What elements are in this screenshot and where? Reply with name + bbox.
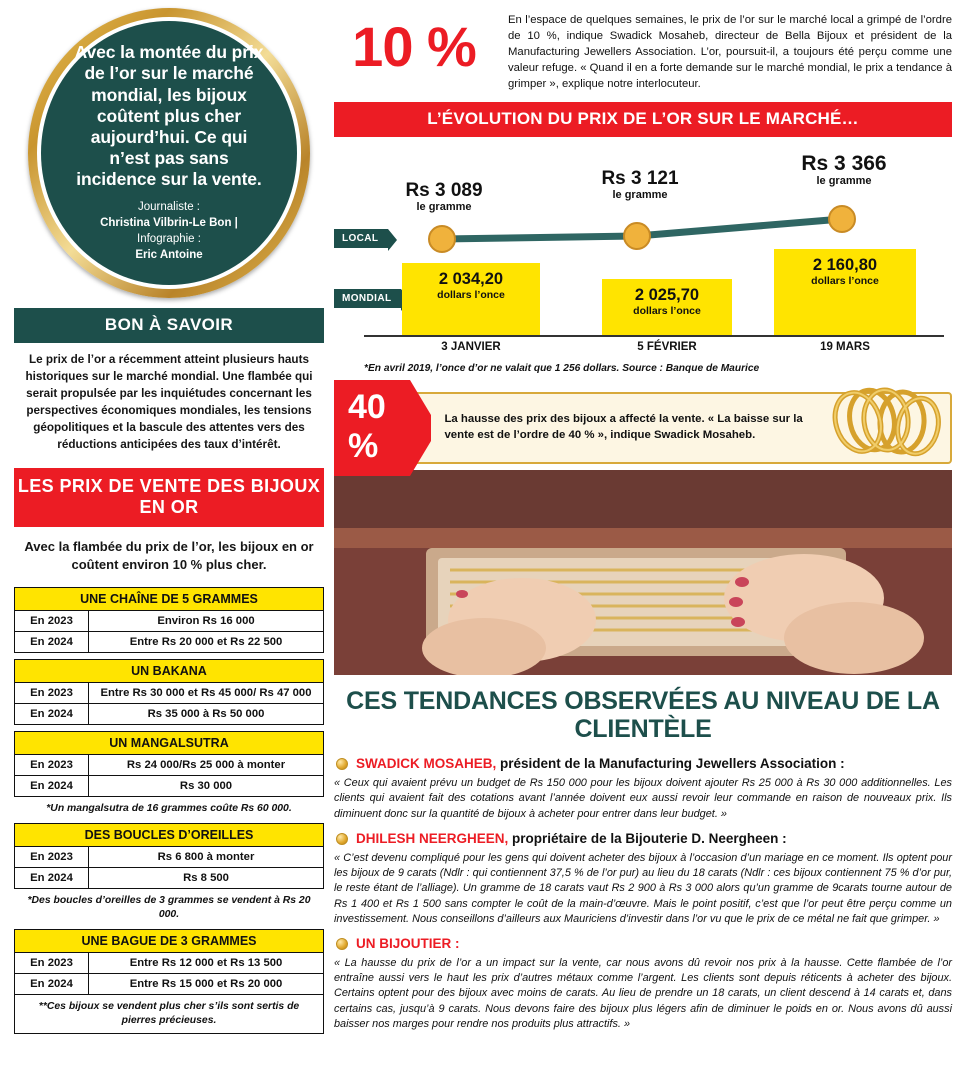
- testimonial-body: « La hausse du prix de l’or a un impact sur la vente, car nous avons dû revoir nos prix à la hausse. Cette flambée de l’or entraîne aussi vers le haut les prix d’autres métaux comme l’argent. Les clients sont depuis réticents à acheter des bijoux. Certains optent pour des bijoux avec moins de carats. Au lieu de prendre un 18 carats, un client descend à 14 carats et, dans certains cas, jusqu’à 9 carats. Nous devons faire des bijoux plus légers afin de diminuer le poids en or. Nous avons dû aussi baisser nos marges pour rendre nos produits plus attractifs. »: [334, 956, 952, 1030]
- price-table-chaine: [14, 587, 324, 653]
- intro-percent: 10 %: [352, 15, 476, 78]
- left-column: [14, 8, 324, 1034]
- local-unit-2: le gramme: [612, 189, 668, 202]
- x-label-3: 19 MARS: [820, 341, 870, 354]
- infographie-label: Infographie :: [137, 233, 201, 246]
- trends-heading: CES TENDANCES OBSERVÉES AU NIVEAU DE LA CLIENTÈLE: [346, 687, 940, 744]
- quote-text: Avec la montée du prix de l’or sur le marché mondial, les bijoux coûtent plus cher aujourd’hui. Ce qui n’est pas sans incidence sur la vente.: [74, 42, 264, 190]
- table-row: [15, 953, 324, 974]
- local-value-3: Rs 3 366: [801, 152, 887, 176]
- gold-price-chart: [334, 141, 952, 386]
- table-row: [15, 610, 324, 631]
- row-year: En 2024: [15, 775, 89, 796]
- row-year: En 2023: [15, 610, 89, 631]
- mondial-unit-1: dollars l’once: [437, 289, 505, 302]
- price-table-mangalsutra: [14, 731, 324, 797]
- table-row: [15, 631, 324, 652]
- row-year: En 2023: [15, 754, 89, 775]
- pull-quote-badge: [28, 8, 310, 298]
- row-value: Rs 8 500: [89, 868, 324, 889]
- row-value: Entre Rs 12 000 et Rs 13 500: [89, 953, 324, 974]
- prix-vente-lead: Avec la flambée du prix de l’or, les bijoux en or coûtent environ 10 % plus cher.: [24, 539, 314, 573]
- quote-content: [41, 21, 297, 285]
- price-table-boucles: [14, 823, 324, 889]
- photo-illustration: [334, 470, 952, 675]
- row-value: Rs 24 000/Rs 25 000 à monter: [89, 754, 324, 775]
- row-year: En 2024: [15, 868, 89, 889]
- local-label-1: [374, 181, 514, 213]
- table-header: DES BOUCLES D’OREILLES: [15, 824, 324, 847]
- price-table-bakana: [14, 659, 324, 725]
- testimonial-name-row: [334, 936, 952, 953]
- table-row: [15, 703, 324, 724]
- jewellery-photo: [334, 470, 952, 675]
- boucles-note: *Des boucles d’oreilles de 3 grammes se vendent à Rs 20 000.: [27, 895, 311, 920]
- row-year: En 2023: [15, 682, 89, 703]
- mondial-value-1: 2 034,20: [438, 270, 504, 289]
- testimonial-body: « C’est devenu compliqué pour les gens qui doivent acheter des bijoux à l’occasion d’un mariage en ce moment. Ils optent pour les bijoux de 9 carats (Ndlr : qui contiennent 37,5 % de l’or pur) au lieu du 18 carats (Ndlr : ces bijoux contiennent 75 % d’or pur, le reste étant de l’alliage). Un gramme de 18 carats vaut Rs 2 900 à Rs 3 000 alors qu’un gramme de 9carats tourne autour de Rs 1 400 et Rs 1 500 sans compter le coût de la main-d’œuvre. Mais le point positif, c’est que l’or peut être perçu comme un investissement. Nous conseillons d’ailleurs aux Mauriciens d’investir dans l’or vu que le prix de ce métal ne fait que grimper. »: [334, 851, 952, 925]
- table-header: UNE CHAÎNE DE 5 GRAMMES: [15, 587, 324, 610]
- mondial-box-2: [602, 279, 732, 335]
- local-value-2: Rs 3 121: [601, 168, 679, 190]
- row-year: En 2023: [15, 953, 89, 974]
- testimonial-2: [334, 831, 952, 927]
- infographie-name: Eric Antoine: [135, 248, 203, 261]
- testimonial-name-row: [334, 756, 952, 773]
- table-row: [15, 974, 324, 995]
- testimonial-1: [334, 756, 952, 822]
- intro-section: [334, 8, 952, 92]
- table-row: [15, 868, 324, 889]
- table-row: [15, 847, 324, 868]
- bon-a-savoir-banner: BON À SAVOIR: [14, 308, 324, 343]
- mondial-box-1: [402, 263, 540, 335]
- quote-credits: [100, 200, 238, 263]
- local-value-1: Rs 3 089: [405, 180, 483, 202]
- testimonial-role: propriétaire de la Bijouterie D. Neergheen :: [512, 830, 787, 846]
- mondial-value-3: 2 160,80: [812, 256, 878, 275]
- callout-text: La hausse des prix des bijoux a affecté la vente. « La baisse sur la vente est de l’ordre de 40 % », indique Swadick Mosaheb.: [444, 413, 803, 442]
- local-unit-3: le gramme: [816, 175, 872, 188]
- callout-40: [334, 388, 952, 466]
- callout-percent: 40 %: [334, 380, 410, 476]
- row-value: Environ Rs 16 000: [89, 610, 324, 631]
- intro-paragraph: En l’espace de quelques semaines, le prix de l’or sur le marché local a grimpé de l’ordre de 10 %, indique Swadick Mosaheb, directeur de Bella Bijoux et président de la Manufacturing Jewellers Association. L’or, poursuit-il, a toujours été perçu comme une valeur refuge. « Quand il en a forte demande sur le marché mondial, le prix a tendance à grimper », explique notre interlocuteur.: [508, 14, 952, 91]
- testimonial-role: président de la Manufacturing Jewellers Association :: [500, 756, 845, 772]
- local-label-3: [774, 153, 914, 187]
- row-year: En 2024: [15, 974, 89, 995]
- table-row: [15, 682, 324, 703]
- journalist-label: Journaliste :: [137, 201, 200, 214]
- chart-banner: L’ÉVOLUTION DU PRIX DE L’OR SUR LE MARCHÉ…: [334, 102, 952, 137]
- chart-source-note: *En avril 2019, l’once d’or ne valait que 1 256 dollars. Source : Banque de Maurice: [364, 363, 760, 375]
- testimonial-name: SWADICK MOSAHEB,: [356, 756, 497, 772]
- price-table-bague: [14, 929, 324, 995]
- mondial-unit-2: dollars l’once: [633, 305, 701, 318]
- gold-bullet-icon: [336, 758, 348, 770]
- gold-bangles-icon: [824, 378, 944, 466]
- row-year: En 2023: [15, 847, 89, 868]
- gold-bullet-icon: [336, 833, 348, 845]
- gold-bullet-icon: [336, 938, 348, 950]
- chart-axis: [364, 335, 944, 337]
- row-year: En 2024: [15, 631, 89, 652]
- testimonial-name: DHILESH NEERGHEEN,: [356, 830, 509, 846]
- bague-note: **Ces bijoux se vendent plus cher s’ils sont sertis de pierres précieuses.: [14, 995, 324, 1034]
- row-value: Entre Rs 20 000 et Rs 22 500: [89, 631, 324, 652]
- local-label-2: [570, 169, 710, 201]
- table-header: UN MANGALSUTRA: [15, 731, 324, 754]
- prix-vente-banner: LES PRIX DE VENTE DES BIJOUX EN OR: [14, 468, 324, 527]
- x-label-2: 5 FÉVRIER: [637, 341, 697, 354]
- testimonial-name-row: [334, 831, 952, 848]
- table-header: UNE BAGUE DE 3 GRAMMES: [15, 930, 324, 953]
- row-value: Entre Rs 15 000 et Rs 20 000: [89, 974, 324, 995]
- mondial-unit-3: dollars l’once: [811, 275, 879, 288]
- table-row: [15, 775, 324, 796]
- bon-a-savoir-text: Le prix de l’or a récemment atteint plusieurs hauts historiques sur le marché mondial. Une flambée qui serait propulsée par les inquiétudes concernant les perspectives économiques mondiales, les tensions géopolitiques et la bascule des attentes vers des réductions anticipées des taux d’intérêt.: [25, 353, 313, 451]
- row-year: En 2024: [15, 703, 89, 724]
- journalist-name: Christina Vilbrin-Le Bon |: [100, 217, 238, 230]
- mangalsutra-note: *Un mangalsutra de 16 grammes coûte Rs 60 000.: [46, 802, 292, 814]
- legend-local: LOCAL: [334, 229, 388, 248]
- row-value: Rs 35 000 à Rs 50 000: [89, 703, 324, 724]
- row-value: Rs 30 000: [89, 775, 324, 796]
- mondial-box-3: [774, 249, 916, 335]
- testimonial-body: « Ceux qui avaient prévu un budget de Rs 150 000 pour les bijoux doivent ajouter Rs 25 000 à Rs 30 000 additionnelles. Les clients qui avaient fait des cotations avant l’année doivent eux aussi revoir leur commande en raison de nouveaux prix. Ils diminuent donc sur la quantité de bijoux à acheter pour entrer dans leur budget. »: [334, 777, 952, 820]
- row-value: Rs 6 800 à monter: [89, 847, 324, 868]
- table-header: UN BAKANA: [15, 659, 324, 682]
- row-value: Entre Rs 30 000 et Rs 45 000/ Rs 47 000: [89, 682, 324, 703]
- local-unit-1: le gramme: [416, 201, 472, 214]
- testimonial-3: [334, 936, 952, 1032]
- testimonial-name: UN BIJOUTIER :: [356, 936, 460, 952]
- x-label-1: 3 JANVIER: [441, 341, 501, 354]
- right-column: [334, 8, 952, 1032]
- legend-mondial: MONDIAL: [334, 289, 401, 308]
- table-row: [15, 754, 324, 775]
- mondial-value-2: 2 025,70: [634, 286, 700, 305]
